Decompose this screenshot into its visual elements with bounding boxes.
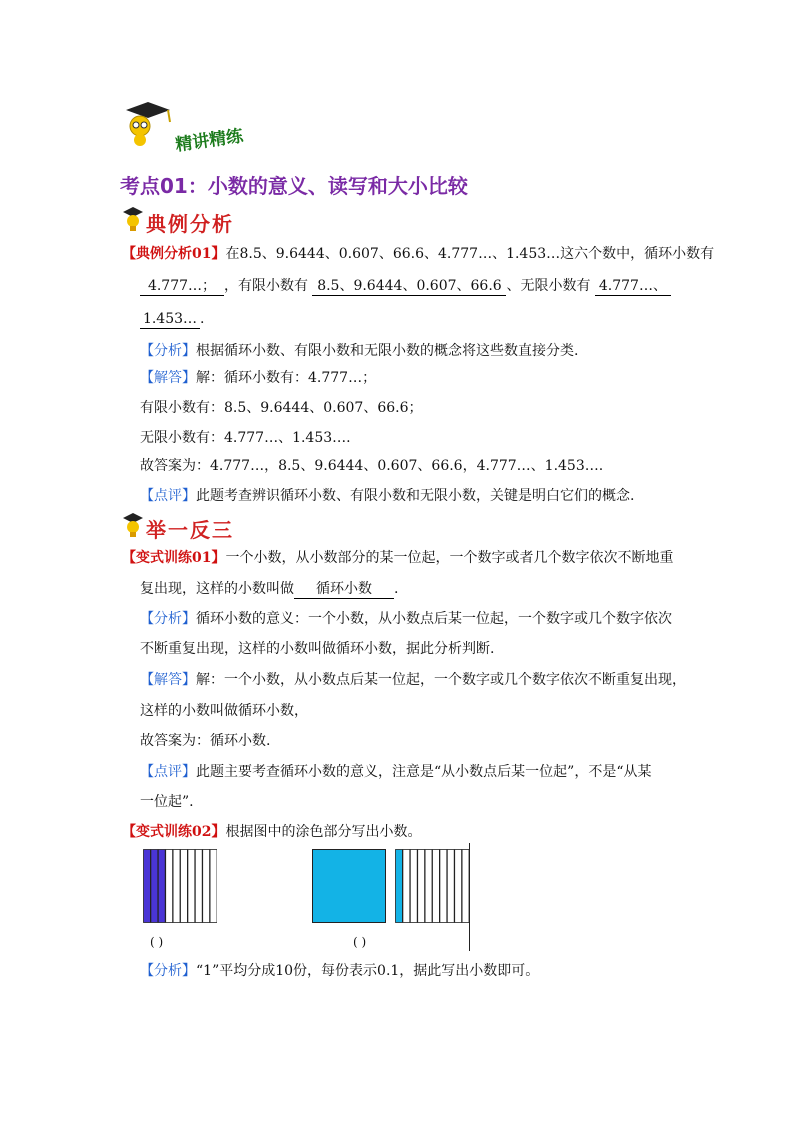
practice1-analysis-line2: 不断重复出现，这样的小数叫做循环小数，据此分析判断. xyxy=(140,641,495,657)
trophy-icon xyxy=(122,512,144,538)
practice1-solution-line3: 故答案为：循环小数. xyxy=(140,733,271,749)
fig2-strip-8 xyxy=(447,850,454,923)
fig1-strip-1-shaded xyxy=(144,850,151,923)
figure-strips-2 xyxy=(395,849,469,923)
fig2-strip-4 xyxy=(418,850,425,923)
fig1-strip-9 xyxy=(203,850,210,923)
example1-solution: 【解答】解：循环小数有：4.777…； xyxy=(140,370,377,386)
example1-comment: 【点评】此题考查辨识循环小数、有限小数和无限小数，关键是明白它们的概念. xyxy=(140,488,635,504)
answer-blank: 4.777…、 xyxy=(595,277,671,296)
fig1-strip-3-shaded xyxy=(158,850,165,923)
practice1-solution: 【解答】解：一个小数，从小数点后某一位起，一个数字或几个数字依次不断重复出现， xyxy=(140,672,686,688)
logo-text: 精讲精练 xyxy=(174,126,245,156)
fig1-strip-5 xyxy=(173,850,180,923)
figure-strips-1 xyxy=(143,849,217,923)
example1-solution-line4: 故答案为：4.777…，8.5、9.6444、0.607、66.6，4.777…、1.453…. xyxy=(140,458,604,474)
practice1-question-line2: 复出现，这样的小数叫做 循环小数 . xyxy=(140,581,399,597)
fig1-strip-4 xyxy=(166,850,173,923)
fig2-strip-9 xyxy=(455,850,462,923)
fig2-strip-1-shaded xyxy=(396,850,403,923)
section-practice-heading: 举一反三 xyxy=(146,518,234,542)
answer-blank: 8.5、9.6444、0.607、66.6 xyxy=(312,277,506,296)
example1-question: 【典例分析01】在8.5、9.6444、0.607、66.6、4.777…、1.453…这六个数中，循环小数有 xyxy=(122,246,715,262)
fig2-full-square-shaded xyxy=(313,850,386,923)
fig1-strip-8 xyxy=(195,850,202,923)
answer-blank: 1.453… xyxy=(140,310,200,329)
fig2-strip-3 xyxy=(410,850,417,923)
trophy-icon xyxy=(122,206,144,232)
fig2-strip-7 xyxy=(440,850,447,923)
practice2-question: 【变式训练02】根据图中的涂色部分写出小数。 xyxy=(122,824,422,840)
figure1-answer-paren: ( ) xyxy=(150,935,164,949)
practice1-comment: 【点评】此题主要考查循环小数的意义，注意是“从小数点后某一位起”，不是“从某 xyxy=(140,764,652,780)
practice1-comment-line2: 一位起”. xyxy=(140,794,194,810)
example1-answer-row1: 4.777…； ，有限小数有 8.5、9.6444、0.607、66.6 、无限小数有 4.777…、 xyxy=(140,276,671,296)
answer-blank: 4.777…； xyxy=(140,277,224,296)
fig2-strip-2 xyxy=(403,850,410,923)
example1-solution-line2: 有限小数有：8.5、9.6444、0.607、66.6； xyxy=(140,400,423,416)
figure-border-line xyxy=(469,843,470,951)
practice2-analysis: 【分析】“1”平均分成10份，每份表示0.1，据此写出小数即可。 xyxy=(140,963,540,979)
fig1-strip-6 xyxy=(181,850,188,923)
mascot-icon xyxy=(118,98,178,148)
fig2-strip-5 xyxy=(425,850,432,923)
fig1-strip-2-shaded xyxy=(151,850,158,923)
practice1-analysis: 【分析】循环小数的意义：一个小数，从小数点后某一位起，一个数字或几个数字依次 xyxy=(140,611,672,627)
practice1-question: 【变式训练01】一个小数，从小数部分的某一位起，一个数字或者几个数字依次不断地重 xyxy=(122,550,674,566)
example1-solution-line3: 无限小数有：4.777…、1.453…. xyxy=(140,430,351,446)
figure-square-2 xyxy=(312,849,386,923)
fig1-strip-10 xyxy=(210,850,217,923)
figure2-answer-paren: ( ) xyxy=(353,935,367,949)
fig2-strip-6 xyxy=(433,850,440,923)
section-typical-heading: 典例分析 xyxy=(146,212,234,236)
example1-analysis: 【分析】根据循环小数、有限小数和无限小数的概念将这些数直接分类. xyxy=(140,343,579,359)
fig1-strip-7 xyxy=(188,850,195,923)
fig2-strip-10 xyxy=(462,850,469,923)
page-title: 考点01：小数的意义、读写和大小比较 xyxy=(120,174,468,198)
practice1-solution-line2: 这样的小数叫做循环小数， xyxy=(140,703,308,719)
example1-answer-row2: 1.453… . xyxy=(140,309,204,329)
answer-blank: 循环小数 xyxy=(294,580,394,599)
